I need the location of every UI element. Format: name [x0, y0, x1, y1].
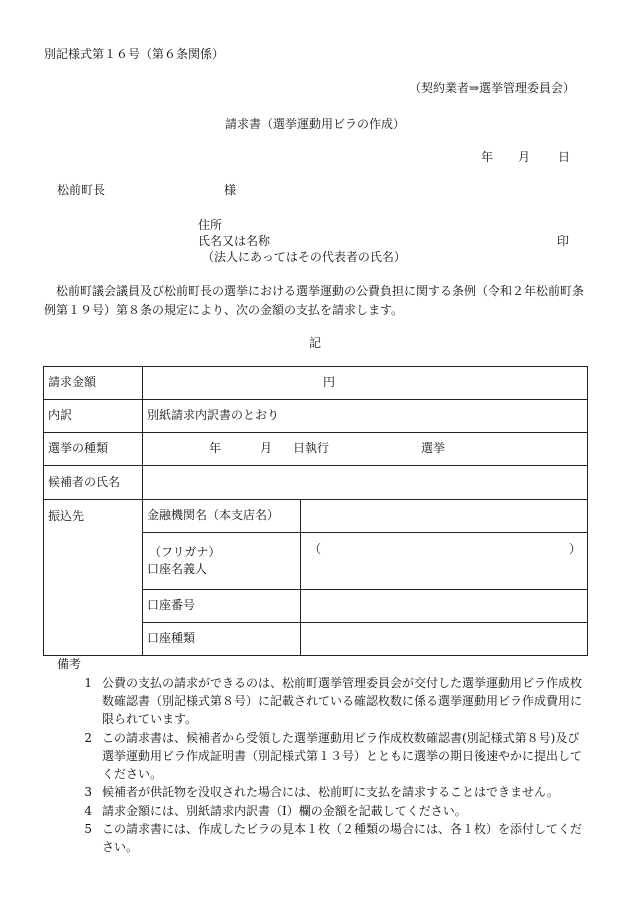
bank-label: 金融機関名（本支店名）: [143, 500, 301, 533]
remarks-list: [44, 674, 589, 856]
paren-open: （: [309, 542, 322, 556]
corp-note: （法人にあってはその代表者の氏名）: [202, 250, 406, 264]
table-row: [44, 400, 588, 433]
list-item: [44, 783, 589, 801]
holder-label: 口座名義人: [147, 562, 208, 576]
account-number-label: 口座番号: [143, 590, 301, 623]
name-label: 氏名又は名称: [198, 234, 271, 248]
table-row: [44, 433, 588, 466]
election-suffix: 選挙: [421, 441, 446, 456]
table-row: [44, 500, 588, 533]
election-type-cell[interactable]: [143, 433, 588, 466]
account-type-label: 口座種類: [143, 623, 301, 656]
note-text: 公費の支払の請求ができるのは、松前町選挙管理委員会が交付した選挙運動用ビラ作成枚数確認書（別記様式第８号）に記載されている確認枚数に係る選挙運動用ビラ作成費用に限られています。: [102, 676, 583, 727]
account-type-cell[interactable]: [301, 623, 588, 656]
breakdown-value: 別紙請求内訳書のとおり: [143, 400, 588, 433]
date-day: 日: [558, 150, 571, 164]
addressee-honorific: 様: [224, 183, 237, 197]
holder-cell[interactable]: [301, 533, 588, 590]
note-text: この請求書には、作成したビラの見本１枚（２種類の場合には、各１枚）を添付してください。: [102, 821, 583, 855]
document-title: 請求書（選挙運動用ビラの作成）: [224, 117, 405, 131]
amount-cell[interactable]: [143, 367, 588, 400]
applicant-block: [198, 217, 406, 265]
note-number: 3: [84, 785, 92, 800]
list-item: [44, 802, 589, 820]
date-month: 月: [518, 150, 531, 164]
candidate-cell[interactable]: [143, 466, 588, 500]
amount-label: 請求金額: [44, 367, 143, 400]
date-line: [481, 149, 570, 166]
transfer-label: 振込先: [44, 500, 143, 656]
note-text: この請求書は、候補者から受領した選挙運動用ビラ作成枚数確認書(別記様式第８号)及び選挙運動用ビラ作成証明書（別記様式第１３号）とともに選挙の期日後速やかに提出してください。: [102, 730, 583, 782]
route-note: （契約業者⇒選挙管理委員会）: [408, 81, 575, 95]
paren-close: ）: [568, 542, 581, 556]
note-text: 候補者が供託物を没収された場合には、松前町に支払を請求することはできません。: [102, 785, 559, 800]
note-number: 2: [84, 730, 92, 745]
election-year: 年: [209, 441, 222, 456]
list-item: [44, 674, 589, 729]
body-text: 松前町議会議員及び松前町長の選挙における選挙運動の公費負担に関する条例（令和２年松前町条例第１９号）第８条の規定により、次の金額の支払を請求します。: [44, 284, 585, 317]
date-year: 年: [481, 150, 494, 164]
note-text: 請求金額には、別紙請求内訳書（Ⅰ）欄の金額を記載してください。: [102, 803, 467, 818]
ki-heading: 記: [308, 336, 321, 350]
list-item: [44, 729, 589, 784]
table-row: [44, 367, 588, 400]
bank-cell[interactable]: [301, 500, 588, 533]
breakdown-label: 内訳: [44, 400, 143, 433]
amount-unit: 円: [323, 375, 336, 390]
candidate-label: 候補者の氏名: [44, 466, 143, 500]
seal-mark: 印: [557, 234, 570, 248]
note-number: 4: [84, 803, 92, 818]
form-code: 別記様式第１６号（第６条関係）: [44, 47, 225, 61]
account-number-cell[interactable]: [301, 590, 588, 623]
remarks-heading: 備考: [57, 657, 82, 671]
furigana-label: （フリガナ）: [149, 544, 221, 559]
addressee-name: 松前町長: [57, 183, 106, 197]
note-number: 5: [84, 821, 92, 836]
note-number: 1: [84, 676, 92, 690]
election-month: 月: [260, 441, 273, 456]
election-type-label: 選挙の種類: [44, 433, 143, 466]
list-item: [44, 820, 589, 856]
holder-cell-label: [143, 533, 301, 590]
claim-table: [43, 366, 588, 656]
election-day: 日執行: [293, 441, 330, 456]
address-label: 住所: [198, 218, 223, 232]
table-row: [44, 466, 588, 500]
